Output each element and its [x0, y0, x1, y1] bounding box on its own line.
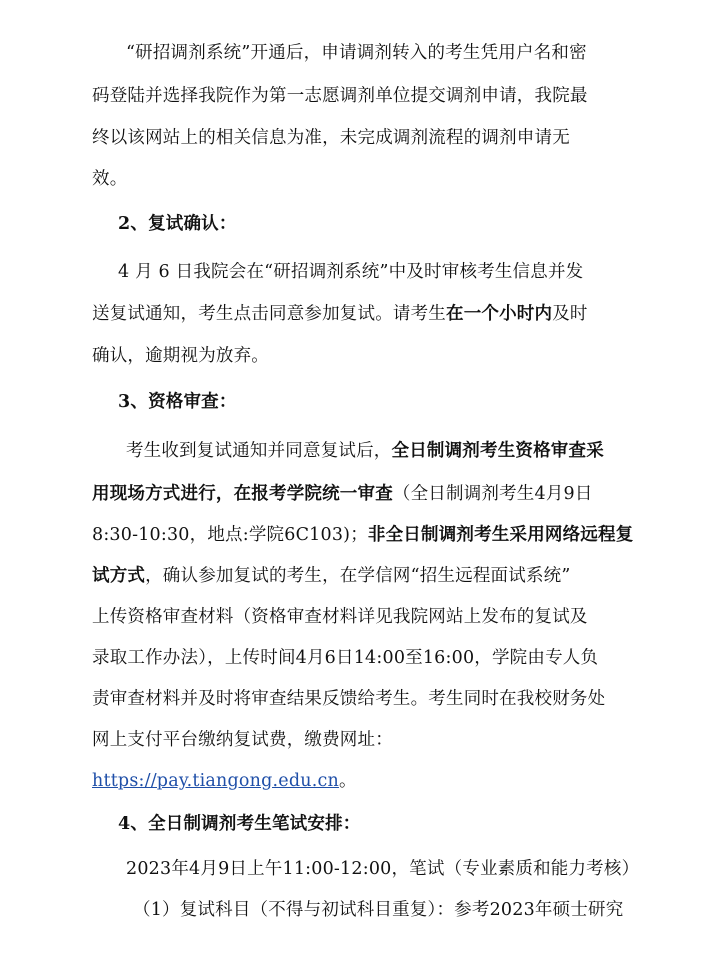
text-run: 考生收到复试通知并同意复试后，: [126, 441, 392, 461]
paragraph-line: [92, 303, 588, 325]
paragraph-line: [126, 440, 604, 462]
emphasis-text: 非全日制调剂考生采用网络远程复: [367, 525, 634, 545]
paragraph-line: 效。: [92, 169, 128, 189]
paragraph-line: 码登陆并选择我院作为第一志愿调剂单位提交调剂申请，我院最: [92, 86, 588, 106]
emphasis-text: 全日制调剂考生资格审查采: [391, 441, 604, 461]
paragraph-line: [92, 483, 593, 505]
paragraph-line: 责审查材料并及时将审查结果反馈给考生。考生同时在我校财务处: [92, 689, 606, 709]
paragraph-line: 上传资格审查材料（资格审查材料详见我院网站上发布的复试及: [92, 607, 588, 627]
paragraph-line: 确认，逾期视为放弃。: [92, 346, 269, 366]
emphasis-text: 试方式: [92, 566, 146, 586]
section-heading-2: 2、复试确认：: [118, 214, 237, 234]
text-run: 及时: [552, 304, 588, 324]
text-run: 送复试通知，考生点击同意参加复试。请考生: [92, 304, 446, 324]
section-heading-3: 3、资格审查：: [118, 392, 237, 412]
text-run: 。: [338, 771, 357, 791]
paragraph-line: 2023年4月9日上午11:00-12:00，笔试（专业素质和能力考核）: [126, 859, 640, 879]
section-heading-4: 4、全日制调剂考生笔试安排：: [118, 814, 361, 834]
paragraph-line: [92, 565, 571, 587]
text-run: （全日制调剂考生4月9日: [392, 484, 593, 504]
paragraph-line: 网上支付平台缴纳复试费，缴费网址：: [92, 730, 393, 750]
payment-link[interactable]: https://pay.tiangong.edu.cn: [92, 771, 339, 791]
emphasis-text: 在一个小时内: [446, 304, 553, 324]
paragraph-line: [92, 770, 357, 792]
emphasis-text: 用现场方式进行，在报考学院统一审查: [92, 484, 393, 504]
text-run: ，确认参加复试的考生，在学信网“招生远程面试系统”: [145, 566, 571, 586]
paragraph-line: “研招调剂系统”开通后，申请调剂转入的考生凭用户名和密: [126, 43, 587, 63]
text-run: 8:30-10:30，地点:学院6C103)；: [92, 525, 368, 545]
paragraph-line: 终以该网站上的相关信息为准，未完成调剂流程的调剂申请无: [92, 128, 570, 148]
paragraph-line: [92, 524, 633, 546]
paragraph-line: 4 月 6 日我院会在“研招调剂系统”中及时审核考生信息并发: [118, 262, 584, 282]
paragraph-line: （1）复试科目（不得与初试科目重复）：参考2023年硕士研究: [133, 900, 624, 920]
paragraph-line: 录取工作办法），上传时间4月6日14:00至16:00，学院由专人负: [92, 648, 599, 668]
